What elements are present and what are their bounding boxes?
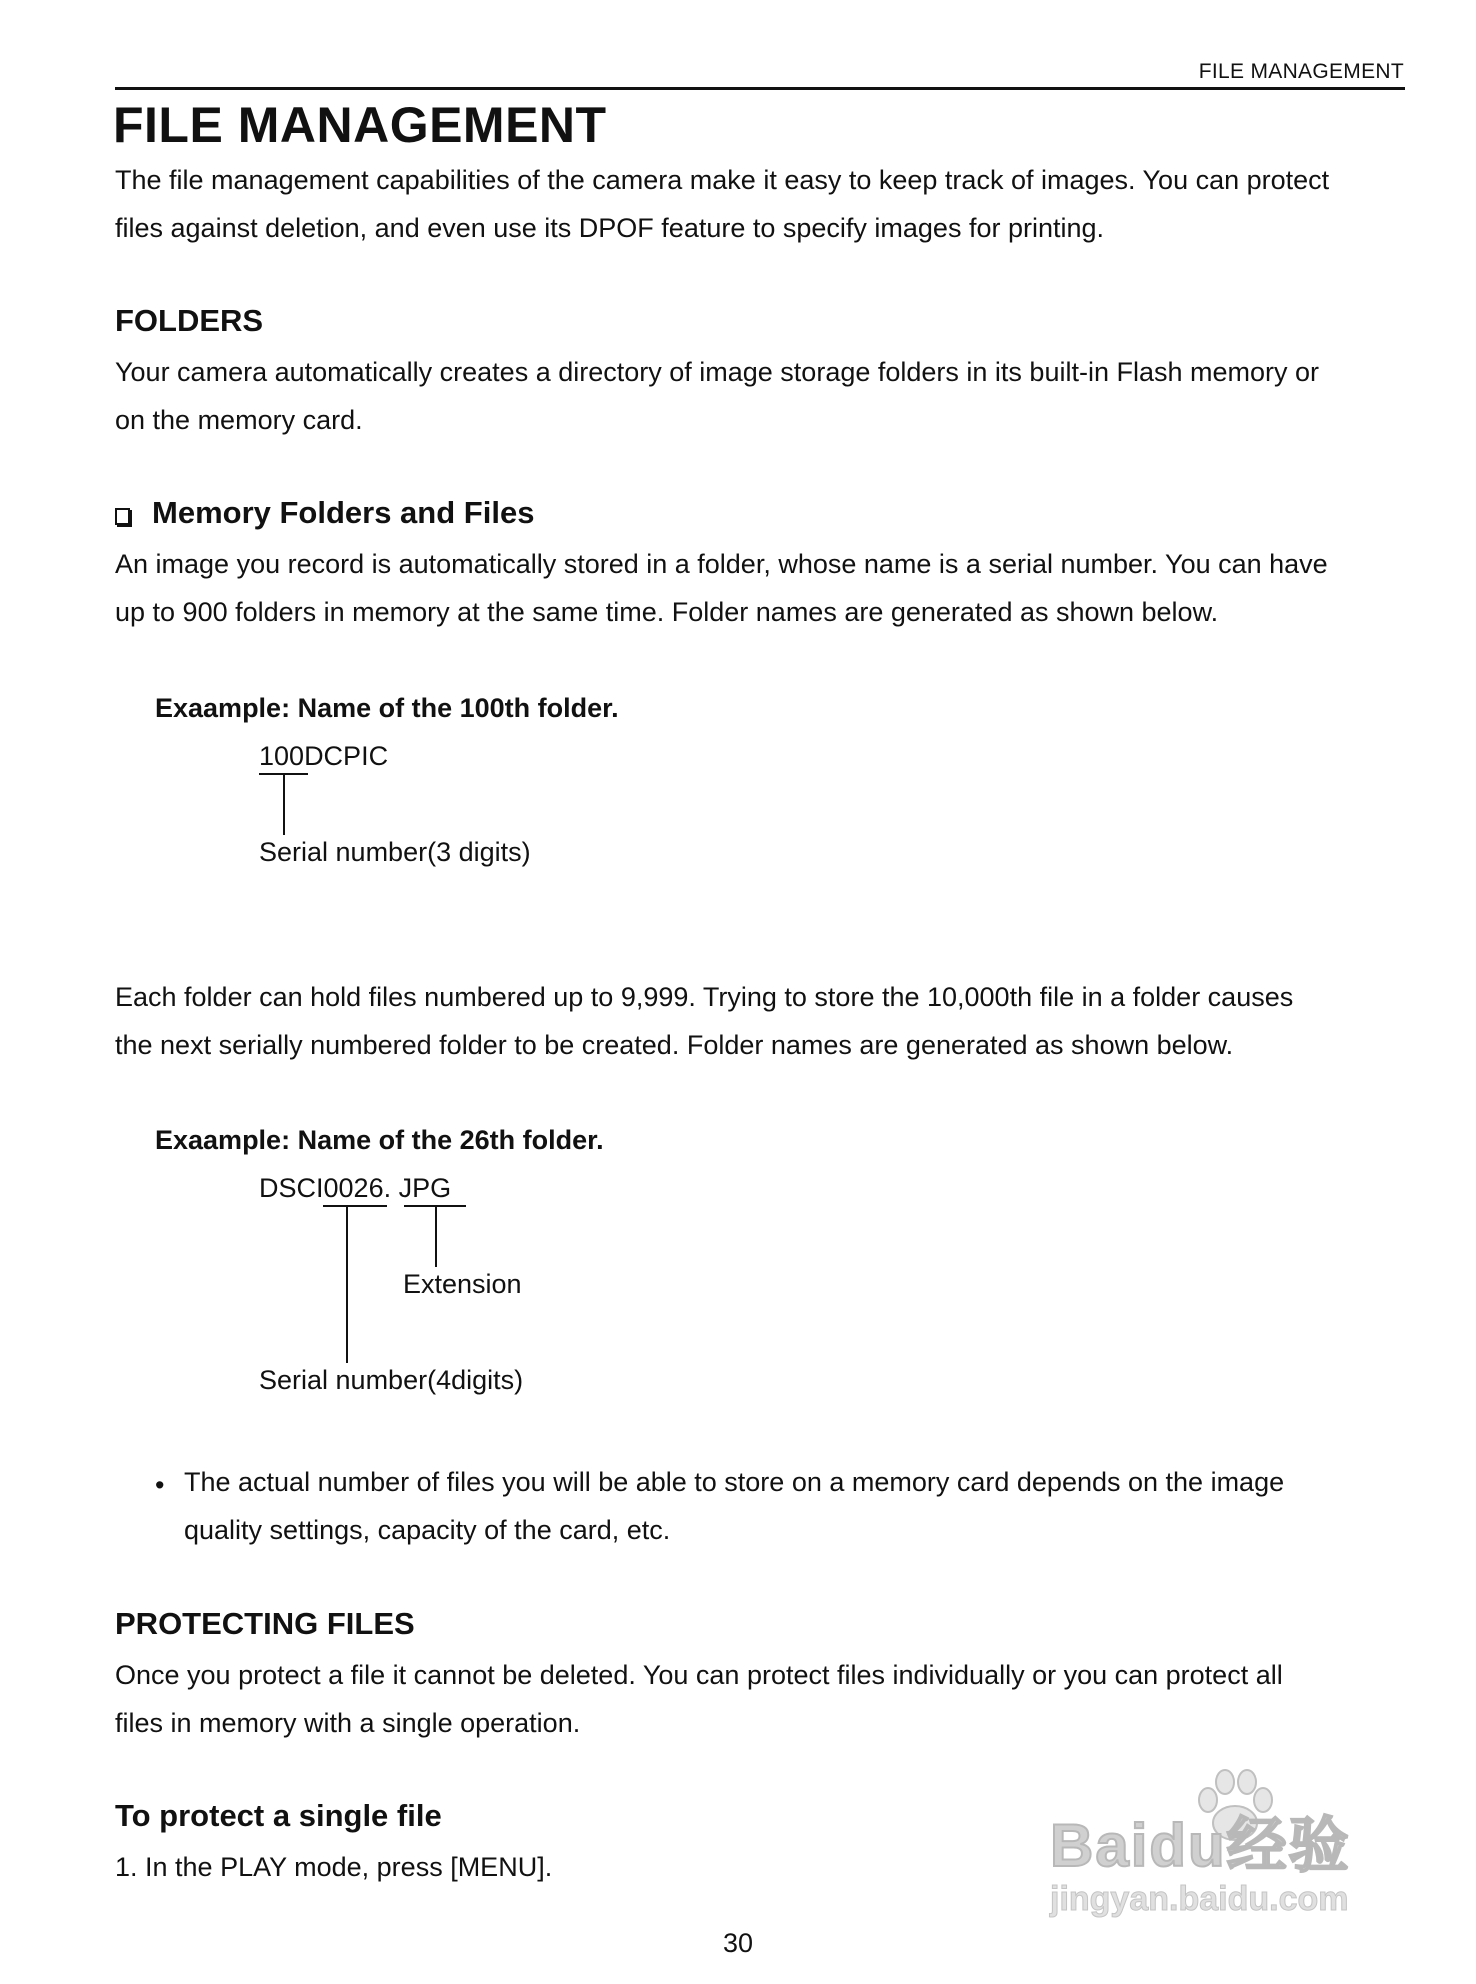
each-folder-line-2: the next serially numbered folder to be created. Folder names are generated as shown below. [115, 1030, 1234, 1060]
running-header: FILE MANAGEMENT [1198, 60, 1404, 83]
intro-paragraph [115, 156, 1405, 252]
note-line-2: quality settings, capacity of the card, etc. [184, 1515, 671, 1545]
header-rule [115, 87, 1405, 90]
example2-ext-label: Extension [403, 1269, 522, 1299]
protecting-line-1: Once you protect a file it cannot be deleted. You can protect files individually or you can protect all [115, 1660, 1283, 1690]
example2-serial-underline [323, 1205, 387, 1207]
example2-serial-label: Serial number(4digits) [259, 1365, 524, 1395]
example1-serial-label: Serial number(3 digits) [259, 837, 531, 867]
intro-line-1: The file management capabilities of the camera make it easy to keep track of images. You can protect [115, 165, 1330, 195]
example1-rest-part: DCPIC [304, 741, 389, 771]
example2-file-name [259, 1173, 451, 1204]
memory-paragraph [115, 540, 1405, 636]
memory-line-1: An image you record is automatically stored in a folder, whose name is a serial number. You can have [115, 549, 1328, 579]
single-file-step-1: 1. In the PLAY mode, press [MENU]. [115, 1852, 553, 1882]
memory-heading-text: Memory Folders and Files [152, 495, 535, 530]
each-folder-paragraph [115, 973, 1405, 1069]
example2-serial-pointer [346, 1205, 348, 1363]
example1-title: Exaample: Name of the 100th folder. [155, 693, 619, 723]
folders-line-1: Your camera automatically creates a directory of image storage folders in its built-in Flash memory or [115, 357, 1320, 387]
folders-line-2: on the memory card. [115, 405, 363, 435]
protecting-heading: PROTECTING FILES [115, 1606, 415, 1641]
baidu-watermark [1050, 1768, 1410, 1928]
folders-heading: FOLDERS [115, 303, 264, 338]
memory-line-2: up to 900 folders in memory at the same time. Folder names are generated as shown below. [115, 597, 1219, 627]
single-file-heading: To protect a single file [115, 1798, 442, 1833]
example2-serial-part: 0026 [323, 1173, 384, 1203]
each-folder-line-1: Each folder can hold files numbered up to 9,999. Trying to store the 10,000th file in a folder causes [115, 982, 1294, 1012]
example2-dot: . [383, 1173, 399, 1203]
example1-serial-part: 100 [259, 741, 305, 771]
watermark-main: Baidu经验 [1050, 1812, 1351, 1879]
watermark-url: jingyan.baidu.com [1050, 1880, 1349, 1918]
note-text [184, 1458, 1384, 1554]
page-number: 30 [722, 1928, 754, 1958]
example2-title: Exaample: Name of the 26th folder. [155, 1125, 604, 1155]
protecting-paragraph [115, 1651, 1405, 1747]
memory-heading [115, 495, 534, 531]
folders-paragraph [115, 348, 1405, 444]
example2-ext-pointer [435, 1205, 437, 1267]
note-line-1: The actual number of files you will be able to store on a memory card depends on the image [184, 1467, 1285, 1497]
square-bullet-icon [115, 508, 130, 525]
note-bullet: • [155, 1470, 165, 1500]
protecting-line-2: files in memory with a single operation. [115, 1708, 581, 1738]
example1-pointer-line [283, 773, 285, 835]
intro-line-2: files against deletion, and even use its DPOF feature to specify images for printing. [115, 213, 1105, 243]
page-title: FILE MANAGEMENT [113, 97, 607, 153]
example2-prefix: DSCI [259, 1173, 324, 1203]
example2-ext-part: JPG [398, 1173, 452, 1203]
example1-folder-name [259, 741, 388, 772]
